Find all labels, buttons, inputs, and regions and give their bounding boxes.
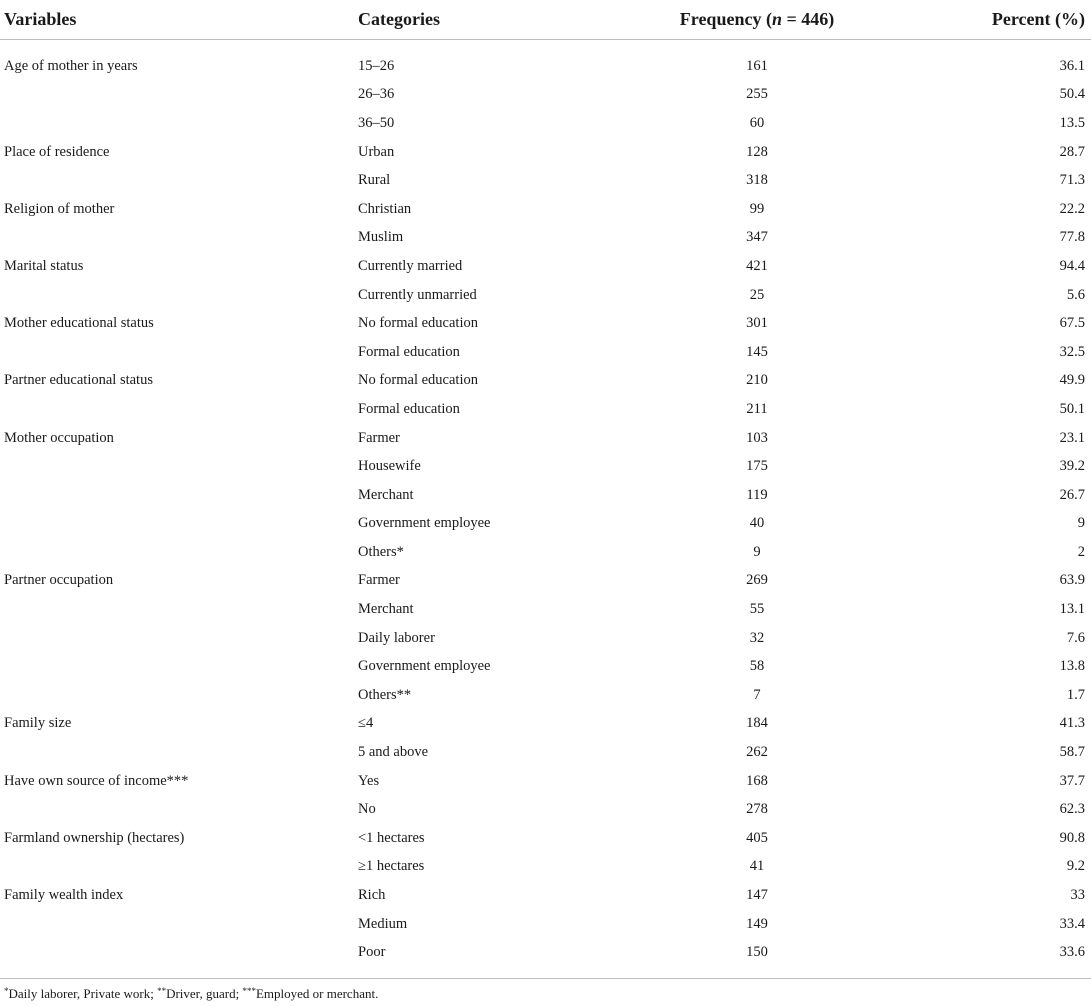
cell-variable <box>0 166 352 195</box>
cell-frequency: 269 <box>746 572 768 589</box>
cell-category: 5 and above <box>358 744 429 761</box>
header-variables: Variables <box>0 0 352 40</box>
cell-frequency: 25 <box>749 286 765 303</box>
cell-variable: Place of residence <box>4 143 110 160</box>
table-row <box>0 595 1091 624</box>
cell-variable <box>0 224 352 253</box>
table-row <box>0 452 1091 481</box>
cell-frequency: 161 <box>746 57 768 74</box>
cell-percent: 63.9 <box>1059 572 1085 589</box>
cell-variable <box>0 281 352 310</box>
cell-frequency: 255 <box>746 86 768 103</box>
table-row <box>0 338 1091 367</box>
cell-percent: 33 <box>1070 887 1085 904</box>
cell-category: Yes <box>358 772 380 789</box>
cell-category: Urban <box>358 143 395 160</box>
footer-divider <box>0 978 1091 979</box>
cell-variable <box>0 652 352 681</box>
table-row <box>0 795 1091 824</box>
footnote-text-1: Daily laborer, Private work; <box>8 986 158 1001</box>
header-spacer <box>0 40 1091 53</box>
cell-frequency: 421 <box>746 257 768 274</box>
cell-percent: 13.8 <box>1059 658 1085 675</box>
cell-category: <1 hectares <box>358 829 425 846</box>
cell-category: Merchant <box>358 601 414 618</box>
cell-variable <box>0 395 352 424</box>
table-row <box>0 652 1091 681</box>
cell-variable: Mother educational status <box>4 315 154 332</box>
cell-category: Farmer <box>358 429 400 446</box>
header-frequency-prefix: Frequency ( <box>679 9 772 29</box>
cell-variable: Family wealth index <box>4 887 124 904</box>
cell-variable <box>0 910 352 939</box>
cell-category: Formal education <box>358 343 460 360</box>
cell-category: 36–50 <box>358 114 395 131</box>
cell-category: Currently unmarried <box>358 286 477 303</box>
cell-variable: Religion of mother <box>4 200 115 217</box>
cell-percent: 39.2 <box>1059 458 1085 475</box>
cell-percent: 41.3 <box>1059 715 1085 732</box>
cell-category: Others** <box>358 686 412 703</box>
cell-percent: 26.7 <box>1059 486 1085 503</box>
cell-category: Rich <box>358 887 386 904</box>
cell-variable: Marital status <box>4 257 84 274</box>
header-frequency-n: n <box>771 9 782 29</box>
table-row <box>0 910 1091 939</box>
cell-category: Housewife <box>358 458 421 475</box>
cell-category: 26–36 <box>358 86 395 103</box>
cell-category: 15–26 <box>358 57 395 74</box>
cell-percent: 71.3 <box>1059 172 1085 189</box>
cell-category: No formal education <box>358 315 478 332</box>
cell-percent: 28.7 <box>1059 143 1085 160</box>
table-row <box>0 681 1091 710</box>
cell-category: Government employee <box>358 658 491 675</box>
table-row <box>0 166 1091 195</box>
table-row <box>0 710 1091 739</box>
cell-frequency: 175 <box>746 458 768 475</box>
table-row <box>0 424 1091 453</box>
cell-variable: Partner occupation <box>4 572 114 589</box>
cell-category: ≤4 <box>358 715 374 732</box>
cell-variable: Partner educational status <box>4 372 153 389</box>
cell-frequency: 99 <box>749 200 765 217</box>
cell-frequency: 278 <box>746 801 768 818</box>
footnote-mark-3: *** <box>242 986 256 996</box>
cell-frequency: 150 <box>746 944 768 961</box>
cell-frequency: 318 <box>746 172 768 189</box>
cell-category: Formal education <box>358 400 460 417</box>
cell-percent: 9 <box>1077 515 1085 532</box>
cell-variable: Mother occupation <box>4 429 114 446</box>
footnote-text-3: Employed or merchant. <box>255 986 379 1001</box>
cell-frequency: 347 <box>746 229 768 246</box>
cell-percent: 62.3 <box>1059 801 1085 818</box>
header-frequency <box>598 0 868 40</box>
cell-frequency: 55 <box>749 601 765 618</box>
table-row <box>0 567 1091 596</box>
cell-category: Others* <box>358 543 404 560</box>
cell-percent: 22.2 <box>1059 200 1085 217</box>
footnote-mark-2: ** <box>157 986 167 996</box>
cell-frequency: 7 <box>753 686 761 703</box>
cell-variable <box>0 538 352 567</box>
table-row <box>0 738 1091 767</box>
cell-percent: 32.5 <box>1059 343 1085 360</box>
cell-percent: 7.6 <box>1066 629 1085 646</box>
table-row <box>0 881 1091 910</box>
table-row <box>0 395 1091 424</box>
cell-category: Muslim <box>358 229 404 246</box>
cell-percent: 67.5 <box>1059 315 1085 332</box>
cell-percent: 50.4 <box>1059 86 1085 103</box>
cell-variable <box>0 81 352 110</box>
cell-variable: Have own source of income*** <box>4 772 189 789</box>
table-row <box>0 538 1091 567</box>
cell-percent: 94.4 <box>1059 257 1085 274</box>
table-row <box>0 481 1091 510</box>
cell-frequency: 60 <box>749 114 765 131</box>
cell-variable <box>0 624 352 653</box>
cell-percent: 77.8 <box>1059 229 1085 246</box>
cell-frequency: 128 <box>746 143 768 160</box>
cell-frequency: 58 <box>749 658 765 675</box>
cell-variable <box>0 481 352 510</box>
cell-variable <box>0 595 352 624</box>
cell-percent: 58.7 <box>1059 744 1085 761</box>
footnote-mark-1: * <box>4 986 9 996</box>
cell-frequency: 41 <box>749 858 765 875</box>
cell-frequency: 301 <box>746 315 768 332</box>
cell-category: Christian <box>358 200 412 217</box>
cell-frequency: 405 <box>746 829 768 846</box>
cell-category: Currently married <box>358 257 463 274</box>
header-percent: Percent (%) <box>868 0 1091 40</box>
table-row <box>0 767 1091 796</box>
cell-frequency: 32 <box>749 629 765 646</box>
cell-percent: 5.6 <box>1066 286 1085 303</box>
cell-frequency: 210 <box>746 372 768 389</box>
cell-percent: 13.1 <box>1059 601 1085 618</box>
cell-percent: 33.4 <box>1059 915 1085 932</box>
cell-variable <box>0 853 352 882</box>
cell-variable <box>0 338 352 367</box>
cell-frequency: 147 <box>746 887 768 904</box>
table-row <box>0 195 1091 224</box>
cell-category: No <box>358 801 376 818</box>
table-header <box>0 0 1091 40</box>
cell-percent: 49.9 <box>1059 372 1085 389</box>
table-row <box>0 109 1091 138</box>
cell-frequency: 9 <box>753 543 761 560</box>
cell-frequency: 145 <box>746 343 768 360</box>
cell-percent: 36.1 <box>1059 57 1085 74</box>
table-row <box>0 853 1091 882</box>
cell-frequency: 168 <box>746 772 768 789</box>
table-row <box>0 224 1091 253</box>
table-body <box>0 52 1091 967</box>
footnote-text-2: Driver, guard; <box>166 986 243 1001</box>
cell-category: No formal education <box>358 372 478 389</box>
cell-percent: 1.7 <box>1066 686 1085 703</box>
cell-variable: Age of mother in years <box>4 57 138 74</box>
table-row <box>0 624 1091 653</box>
cell-category: Medium <box>358 915 408 932</box>
table-row <box>0 252 1091 281</box>
table-row <box>0 824 1091 853</box>
cell-frequency: 262 <box>746 744 768 761</box>
cell-category: Farmer <box>358 572 400 589</box>
cell-percent: 90.8 <box>1059 829 1085 846</box>
cell-percent: 50.1 <box>1059 400 1085 417</box>
header-categories: Categories <box>352 0 598 40</box>
cell-percent: 37.7 <box>1059 772 1085 789</box>
cell-category: Merchant <box>358 486 414 503</box>
table-row <box>0 138 1091 167</box>
table-row <box>0 81 1091 110</box>
cell-frequency: 103 <box>746 429 768 446</box>
table-row <box>0 938 1091 967</box>
cell-category: Rural <box>358 172 391 189</box>
cell-variable: Farmland ownership (hectares) <box>4 829 185 846</box>
table-row <box>0 52 1091 81</box>
table-footnote <box>4 986 378 1002</box>
cell-percent: 9.2 <box>1066 858 1085 875</box>
cell-category: Government employee <box>358 515 491 532</box>
cell-frequency: 184 <box>746 715 768 732</box>
table-row <box>0 281 1091 310</box>
cell-variable <box>0 738 352 767</box>
cell-percent: 13.5 <box>1059 114 1085 131</box>
cell-category: ≥1 hectares <box>358 858 425 875</box>
cell-frequency: 119 <box>746 486 768 503</box>
table-row <box>0 367 1091 396</box>
header-frequency-suffix: = 446) <box>781 9 835 29</box>
cell-frequency: 149 <box>746 915 768 932</box>
table-row <box>0 309 1091 338</box>
cell-percent: 2 <box>1077 543 1085 560</box>
cell-variable <box>0 795 352 824</box>
header-row <box>0 0 1091 40</box>
cell-variable: Family size <box>4 715 72 732</box>
cell-variable <box>0 109 352 138</box>
cell-variable <box>0 938 352 967</box>
cell-category: Daily laborer <box>358 629 435 646</box>
cell-variable <box>0 510 352 539</box>
cell-category: Poor <box>358 944 386 961</box>
cell-variable <box>0 452 352 481</box>
cell-frequency: 40 <box>749 515 765 532</box>
cell-percent: 33.6 <box>1059 944 1085 961</box>
cell-variable <box>0 681 352 710</box>
cell-frequency: 211 <box>746 400 768 417</box>
cell-percent: 23.1 <box>1059 429 1085 446</box>
table-row <box>0 510 1091 539</box>
